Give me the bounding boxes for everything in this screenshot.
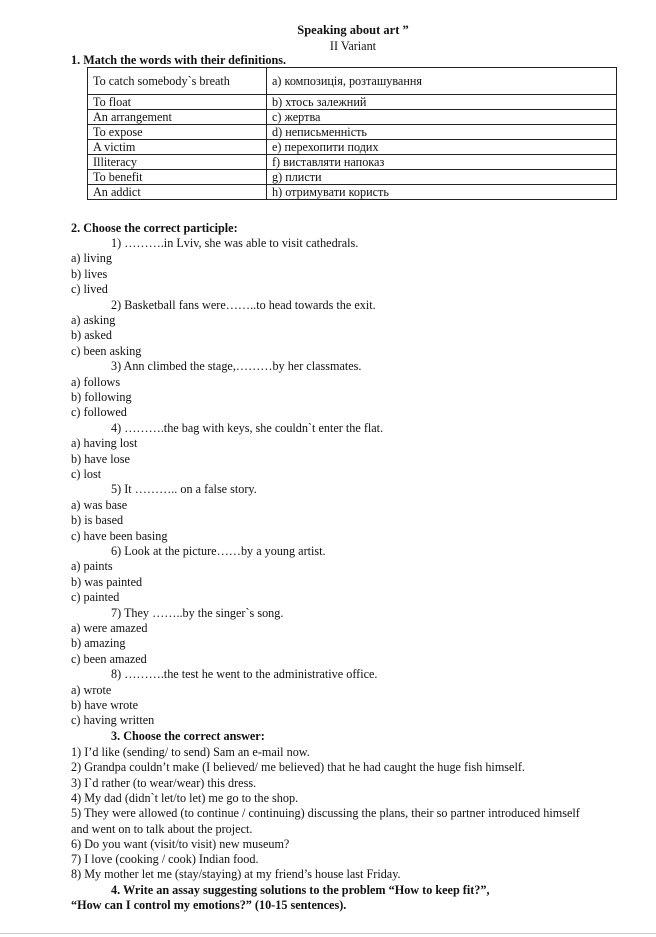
definition-cell: b) хтось залежний [267,95,617,110]
definition-cell: d) неписьменність [267,125,617,140]
term-cell: A victim [88,140,267,155]
term-cell: An addict [88,185,267,200]
answer-option: c) been amazed [71,651,147,666]
answer-option: b) is based [71,513,124,528]
term-cell: Illiteracy [88,155,267,170]
answer-item: 1) I’d like (sending/ to send) Sam an e-mail now. [71,745,310,759]
term-cell: An arrangement [88,110,267,125]
answer-item: 5) They were allowed (to continue / continuing) discussing the plans, their so partner introduced himself [71,806,580,821]
answer-item: 2) Grandpa couldn’t make (I believed/ me believed) that he had caught the huge fish himself. [71,760,525,775]
answer-option: b) asked [71,328,112,343]
table-row [88,170,617,185]
variant-label: II Variant [329,39,377,53]
definition-cell: a) композиція, розташування [267,68,617,95]
definition-cell: g) плисти [267,170,617,185]
answer-item: and went on to talk about the project. [71,821,253,836]
term-cell: To expose [88,125,267,140]
task4-line2: “How can I control my emotions?” (10-15 sentences). [71,898,347,912]
definition-cell: c) жертва [267,110,617,125]
answer-item: 6) Do you want (visit/to visit) new museum? [71,836,290,851]
answer-option: c) lost [71,467,102,481]
participle-question: 5) It ……….. on a false story. [111,482,257,497]
term-cell: To float [88,95,267,110]
table-row [88,110,617,125]
answer-option: c) followed [71,405,127,420]
definition-cell: f) виставляти напоказ [267,155,617,170]
answer-option: b) following [71,390,132,404]
participle-question: 8) ……….the test he went to the administrative office. [111,667,378,682]
participle-question: 7) They ……..by the singer`s song. [111,605,284,620]
answer-option: b) have lose [71,451,130,466]
answer-option: c) have been basing [71,528,168,543]
answer-option: b) amazing [71,636,126,651]
answer-option: a) wrote [71,682,112,697]
table-row [88,95,617,110]
task3-heading: 3. Choose the correct answer: [111,729,265,743]
participle-question: 1) ……….in Lviv, she was able to visit cathedrals. [111,236,359,250]
answer-option: b) have wrote [71,698,139,712]
table-row [88,155,617,170]
answer-option: b) was painted [71,574,143,589]
table-row [88,68,617,95]
participle-question: 2) Basketball fans were……..to head towards the exit. [111,297,376,312]
task1-heading: 1. Match the words with their definitions. [71,53,287,67]
answer-item: 7) I love (cooking / cook) Indian food. [71,852,259,867]
answer-option: a) asking [71,313,116,327]
answer-option: b) lives [71,266,108,281]
answer-item: 4) My dad (didn`t let/to let) me go to the shop. [71,790,299,805]
table-row [88,125,617,140]
answer-option: a) having lost [71,436,138,451]
answer-option: c) painted [71,590,120,605]
table-row [88,185,617,200]
answer-option: a) was base [71,497,128,512]
table-row [88,140,617,155]
answer-option: a) living [71,251,112,266]
answer-option: c) having written [71,713,155,728]
answer-option: a) were amazed [71,621,148,635]
participle-question: 4) ……….the bag with keys, she couldn`t enter the flat. [111,420,384,435]
definition-cell: h) отримувати користь [267,185,617,200]
page-bottom-divider [0,933,656,934]
answer-option: c) lived [71,282,108,297]
task4-line1: 4. Write an assay suggesting solutions to the problem “How to keep fit?”, [111,883,490,897]
answer-option: a) follows [71,374,121,389]
participle-question: 6) Look at the picture……by a young artist. [111,544,326,558]
term-cell: To benefit [88,170,267,185]
answer-option: c) been asking [71,343,142,358]
task2-heading: 2. Choose the correct participle: [71,221,238,235]
answer-item: 3) I`d rather (to wear/wear) this dress. [71,775,257,790]
definition-cell: e) перехопити подих [267,140,617,155]
participle-question: 3) Ann climbed the stage,………by her classmates. [111,359,362,374]
answer-item: 8) My mother let me (stay/staying) at my friend’s house last Friday. [71,867,401,882]
worksheet-title: Speaking about art ” [297,23,409,37]
answer-option: a) paints [71,559,113,574]
matching-table [87,67,617,200]
term-cell: To catch somebody`s breath [88,68,267,95]
